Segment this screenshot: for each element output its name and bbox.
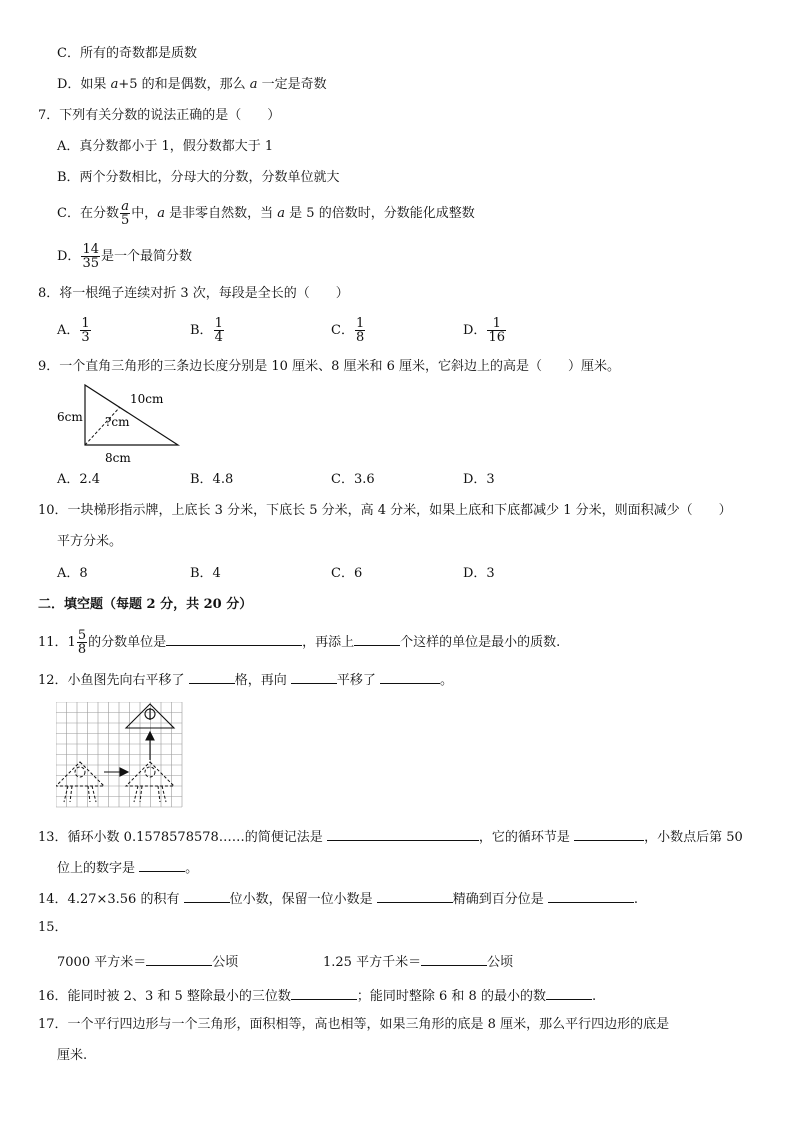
q6-d-post: 一定是奇数	[257, 77, 327, 92]
q9-label-bottom: 8cm	[105, 451, 131, 465]
q12-arrow-up	[146, 732, 154, 760]
q15-b-pre: 1.25 平方千米＝	[323, 955, 422, 970]
q12-answer-blank-3[interactable]	[380, 669, 440, 684]
q10-option-b: B．4	[190, 566, 221, 581]
q8-c-den: 8	[355, 330, 365, 345]
q16-mid: ；能同时整除 6 和 8 的最小的数	[356, 989, 546, 1004]
q11-answer-blank-2[interactable]	[354, 631, 400, 646]
q12-pre: 12．小鱼图先向右平移了	[38, 673, 189, 688]
q8-b-label: B．	[190, 323, 213, 338]
q15-b-post: 公顷	[487, 955, 514, 970]
q9-label-hyp: 10cm	[130, 392, 164, 406]
q15-answer-blank-2[interactable]	[421, 951, 487, 966]
q6-d-var: a	[110, 77, 119, 92]
q13-line2-post: 。	[185, 861, 199, 876]
q7-c-frac-den: 5	[120, 213, 130, 228]
q12-arrow-right	[104, 768, 128, 776]
q8-b-den: 4	[214, 330, 223, 345]
q9-label-height: ?cm	[105, 415, 130, 429]
q7-option-b: B．两个分数相比，分母大的分数，分数单位就大	[57, 170, 340, 185]
q14-answer-blank-2[interactable]	[377, 888, 453, 903]
q14-post: .	[633, 892, 639, 907]
q11-answer-blank-1[interactable]	[166, 631, 302, 646]
q7-c-mid: 中，	[131, 206, 158, 221]
q9-option-a: A．2.4	[57, 472, 101, 487]
q8-option-a	[57, 317, 92, 344]
q13-line1	[38, 826, 743, 847]
q14-pre: 14．4.27×3.56 的积有	[38, 892, 184, 907]
q7-c-var: a	[157, 206, 166, 221]
q10-option-a: A．8	[57, 566, 88, 581]
q14-answer-blank-1[interactable]	[184, 888, 230, 903]
q11	[38, 629, 560, 656]
q7-d-frac-num: 14	[82, 242, 99, 257]
q6-option-d	[57, 76, 327, 94]
q7-c-mid2: 是非零自然数，当	[165, 206, 278, 221]
q12-fish-grid-figure	[56, 702, 187, 808]
q8-option-b	[190, 317, 225, 344]
q11-frac-num: 5	[77, 628, 87, 643]
q8-option-d	[463, 317, 507, 344]
q8-c-fraction	[355, 317, 365, 344]
q6-d-pre: D．如果	[57, 77, 111, 92]
q7-d-post: 是一个最简分数	[100, 249, 192, 264]
q13-answer-blank-3[interactable]	[139, 857, 185, 872]
q7-stem: 7．下列有关分数的说法正确的是（ ）	[38, 108, 281, 123]
q7-c-post: 是 5 的倍数时，分数能化成整数	[285, 206, 475, 221]
q8-b-num: 1	[214, 316, 223, 331]
q7-c-fraction	[120, 200, 130, 227]
q16-answer-blank-2[interactable]	[546, 985, 592, 1000]
q9-option-b: B．4.8	[190, 472, 234, 487]
q7-d-fraction	[81, 243, 100, 270]
q15-part-a	[57, 951, 238, 972]
q12-answer-blank-1[interactable]	[189, 669, 235, 684]
q12-answer-blank-2[interactable]	[291, 669, 337, 684]
q7-d-frac-den: 35	[82, 256, 99, 271]
q9-option-d: D．3	[463, 472, 495, 487]
q12-mid2: 平移了	[336, 673, 380, 688]
q12-post: 。	[439, 673, 453, 688]
q13-answer-blank-1[interactable]	[327, 826, 479, 841]
q7-option-d	[57, 243, 192, 270]
q13-mid2: ，小数点后第 50	[644, 830, 743, 845]
q6-option-c-text: C．所有的奇数都是质数	[57, 46, 197, 61]
q15-part-b	[323, 951, 513, 972]
q11-post: 个这样的单位是最小的质数.	[400, 635, 561, 650]
q8-stem: 8．将一根绳子连续对折 3 次，每段是全长的（ ）	[38, 286, 349, 301]
section-2-heading: 二．填空题（每题 2 分，共 20 分）	[38, 597, 253, 612]
q16-post: .	[591, 989, 597, 1004]
q15-a-pre: 7000 平方米＝	[57, 955, 147, 970]
q8-d-label: D．	[463, 323, 487, 338]
q14-answer-blank-3[interactable]	[548, 888, 634, 903]
q10-stem-line2: 平方分米。	[57, 534, 123, 549]
q17-line1: 17．一个平行四边形与一个三角形，面积相等，高也相等，如果三角形的底是 8 厘米，那么平行四边形的底是	[38, 1017, 670, 1032]
q12-fish-final	[126, 704, 174, 728]
q8-b-fraction	[214, 317, 224, 344]
q6-option-c	[57, 45, 197, 63]
q16	[38, 985, 596, 1006]
q11-mid: 的分数单位是	[88, 635, 167, 650]
q9-option-c: C．3.6	[331, 472, 375, 487]
q13-line2-pre: 位上的数字是	[57, 861, 140, 876]
q7-d-pre: D．	[57, 249, 81, 264]
q8-d-num: 1	[487, 317, 506, 331]
q16-pre: 16．能同时被 2、3 和 5 整除最小的三位数	[38, 989, 291, 1004]
q9-triangle-figure	[55, 383, 185, 465]
q8-option-c	[331, 317, 366, 344]
q8-c-num: 1	[355, 316, 365, 331]
q13-answer-blank-2[interactable]	[574, 826, 644, 841]
q11-mid2: ，再添上	[302, 635, 355, 650]
q8-d-den: 16	[488, 330, 505, 345]
q10-option-c: C．6	[331, 566, 363, 581]
q8-d-fraction	[487, 317, 506, 344]
q12-mid: 格，再向	[234, 673, 291, 688]
q8-a-den: 3	[81, 330, 90, 345]
q7-c-frac-num: a	[121, 199, 129, 214]
q13-pre: 13．循环小数 0.1578578578……的简便记法是	[38, 830, 327, 845]
q11-pre: 11．1	[38, 635, 76, 650]
q6-d-var2: a	[249, 77, 258, 92]
q16-answer-blank-1[interactable]	[291, 985, 357, 1000]
q7-option-c	[57, 200, 475, 227]
q7-option-a: A．真分数都小于 1，假分数都大于 1	[57, 139, 274, 154]
q8-a-label: A．	[57, 323, 80, 338]
q7-c-pre: C．在分数	[57, 206, 119, 221]
q14-mid2: 精确到百分位是	[452, 892, 548, 907]
q9-label-left: 6cm	[57, 410, 83, 424]
q11-fraction	[77, 629, 87, 656]
q13-line2	[57, 857, 198, 878]
q10-stem: 10．一块梯形指示牌，上底长 3 分米，下底长 5 分米，高 4 分米，如果上底和下底都减少 1 分米，则面积减少（ ）	[38, 503, 732, 518]
q7-c-var2: a	[277, 206, 286, 221]
q8-a-num: 1	[81, 316, 90, 331]
q14-mid: 位小数，保留一位小数是	[229, 892, 377, 907]
q10-option-d: D．3	[463, 566, 495, 581]
q13-mid: ，它的循环节是	[478, 830, 575, 845]
q12-fish-original	[56, 762, 104, 802]
q6-d-mid: +5 的和是偶数，那么	[118, 77, 250, 92]
q17-line2: 厘米.	[57, 1048, 88, 1063]
q12-fish-middle	[126, 762, 174, 802]
q9-stem: 9．一个直角三角形的三条边长度分别是 10 厘米、8 厘米和 6 厘米，它斜边上的高是（ ）厘米。	[38, 359, 621, 374]
q14	[38, 888, 638, 909]
q8-a-fraction	[80, 317, 90, 344]
q12	[38, 669, 453, 690]
q15-answer-blank-1[interactable]	[146, 951, 212, 966]
q15-number: 15．	[38, 920, 68, 935]
q8-c-label: C．	[331, 323, 354, 338]
q15-a-post: 公顷	[212, 955, 239, 970]
q11-frac-den: 8	[77, 642, 87, 657]
